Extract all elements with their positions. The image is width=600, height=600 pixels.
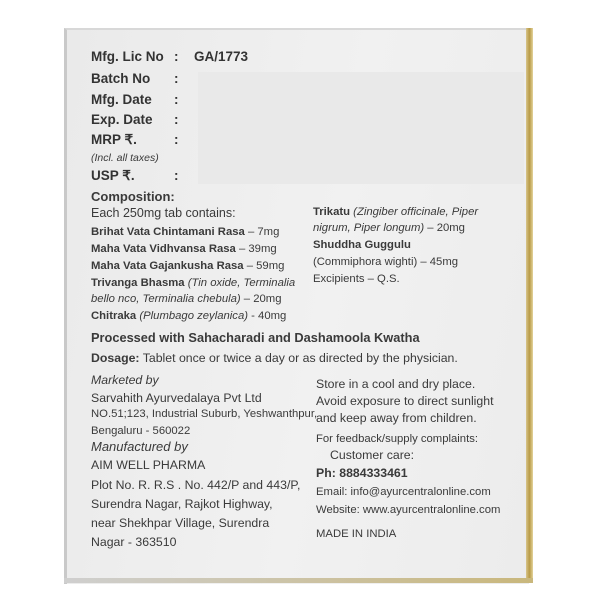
- ingredient-guggulu: Shuddha Guggulu: [313, 239, 411, 251]
- storage-line-3: and keep away from children.: [316, 411, 477, 425]
- colon: :: [174, 112, 179, 127]
- colon: :: [174, 49, 179, 64]
- storage-line-1: Store in a cool and dry place.: [316, 377, 476, 391]
- colon: :: [174, 132, 179, 147]
- blank-print-area: [198, 72, 524, 184]
- manufacturer-address-4: Nagar - 363510: [91, 535, 177, 549]
- marketer-address-1: NO.51;123, Industrial Suburb, Yeshwanthpur,: [91, 408, 318, 420]
- ingredient-trivanga-line2: bello nco, Terminalia chebula) – 20mg: [91, 293, 282, 305]
- incl-taxes-note: (Incl. all taxes): [91, 152, 159, 164]
- processed-with: Processed with Sahacharadi and Dashamoola Kwatha: [91, 330, 420, 345]
- colon: :: [174, 71, 179, 86]
- carton-bottom-edge: [64, 578, 533, 583]
- phone-number: Ph: 8884333461: [316, 466, 408, 480]
- manufacturer-name: AIM WELL PHARMA: [91, 458, 206, 472]
- exp-date-label: Exp. Date: [91, 112, 153, 127]
- ingredient-trikatu: Trikatu (Zingiber officinale, Piper: [313, 206, 479, 218]
- ingredient-maha-vidhvansa: Maha Vata Vidhvansa Rasa – 39mg: [91, 243, 277, 255]
- carton-edge-gold: [526, 28, 533, 582]
- mrp-label: MRP ₹.: [91, 132, 137, 147]
- mfg-lic-value: GA/1773: [194, 49, 249, 64]
- ingredient-maha-gajankusha: Maha Vata Gajankusha Rasa – 59mg: [91, 260, 285, 272]
- manufactured-by-label: Manufactured by: [91, 439, 188, 454]
- feedback-label: For feedback/supply complaints:: [316, 433, 479, 445]
- ingredient-chitraka: Chitraka (Plumbago zeylanica) - 40mg: [91, 310, 287, 322]
- batch-label: Batch No: [91, 71, 151, 86]
- colon: :: [174, 168, 179, 183]
- email: Email: info@ayurcentralonline.com: [316, 486, 491, 498]
- ingredient-brihat: Brihat Vata Chintamani Rasa – 7mg: [91, 226, 280, 238]
- storage-line-2: Avoid exposure to direct sunlight: [316, 394, 494, 408]
- excipients: Excipients – Q.S.: [313, 273, 400, 285]
- composition-title: Composition:: [91, 189, 175, 204]
- ingredient-trivanga: Trivanga Bhasma (Tin oxide, Terminalia: [91, 277, 296, 289]
- marketer-address-2: Bengaluru - 560022: [91, 425, 191, 437]
- ingredient-guggulu-line2: (Commiphora wighti) – 45mg: [313, 256, 459, 268]
- usp-label: USP ₹.: [91, 168, 135, 183]
- made-in-india: MADE IN INDIA: [316, 528, 397, 540]
- each-tab-contains: Each 250mg tab contains:: [91, 206, 236, 220]
- manufacturer-address-1: Plot No. R. R.S . No. 442/P and 443/P,: [91, 478, 301, 492]
- mfg-lic-label: Mfg. Lic No: [91, 49, 164, 64]
- customer-care-label: Customer care:: [330, 448, 415, 462]
- colon: :: [174, 92, 179, 107]
- ingredient-trikatu-line2: nigrum, Piper longum) – 20mg: [313, 222, 465, 234]
- marketed-by-label: Marketed by: [91, 373, 159, 387]
- manufacturer-address-2: Surendra Nagar, Rajkot Highway,: [91, 497, 273, 511]
- mfg-date-label: Mfg. Date: [91, 92, 152, 107]
- manufacturer-address-3: near Shekhpar Village, Surendra: [91, 516, 270, 530]
- marketer-name: Sarvahith Ayurvedalaya Pvt Ltd: [91, 391, 262, 405]
- dosage: Dosage: Tablet once or twice a day or as directed by the physician.: [91, 351, 458, 365]
- website: Website: www.ayurcentralonline.com: [316, 504, 501, 516]
